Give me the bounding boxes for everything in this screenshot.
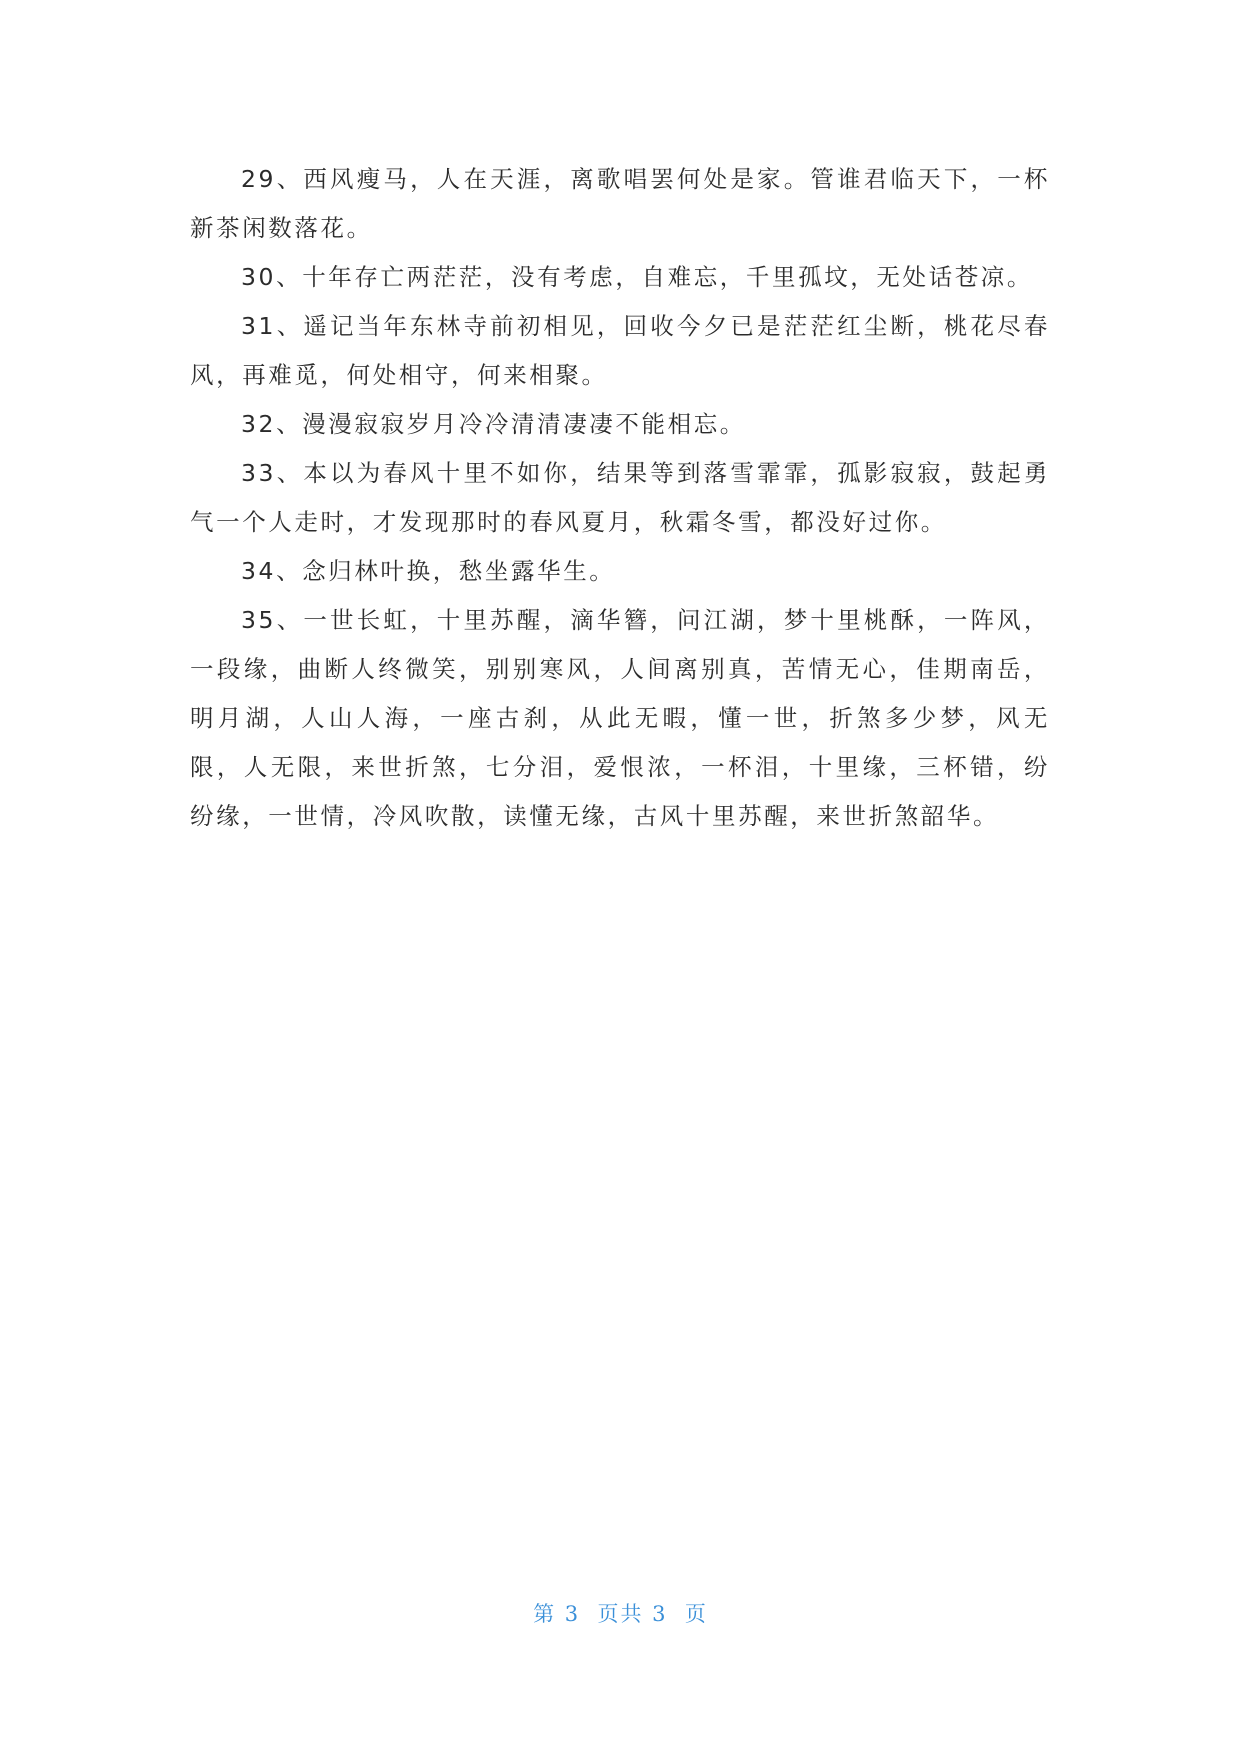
paragraph-35: 35、一世长虹，十里苏醒，滴华簪，问江湖，梦十里桃酥，一阵风，一段缘，曲断人终微笑，别别寒风，人间离别真，苦情无心，佳期南岳，明月湖，人山人海，一座古刹，从此无暇，懂一世，折煞多少梦，风无限，人无限，来世折煞，七分泪，爱恨浓，一杯泪，十里缘，三杯错，纷纷缘，一世情，冷风吹散，读懂无缘，古风十里苏醒，来世折煞韶华。 xyxy=(190,606,1050,830)
paragraph-34: 34、念归林叶换，愁坐露华生。 xyxy=(241,557,616,585)
paragraph-29: 29、西风瘦马，人在天涯，离歌唱罢何处是家。管谁君临天下，一杯新茶闲数落花。 xyxy=(190,165,1050,242)
document-body xyxy=(190,155,1050,841)
paragraph-30: 30、十年存亡两茫茫，没有考虑，自难忘，千里孤坟，无处话苍凉。 xyxy=(241,263,1034,291)
paragraph-32: 32、漫漫寂寂岁月冷冷清清凄凄不能相忘。 xyxy=(241,410,746,438)
paragraph-31: 31、遥记当年东林寺前初相见，回收今夕已是茫茫红尘断，桃花尽春风，再难觅，何处相守，何来相聚。 xyxy=(190,312,1050,389)
page-number-footer: 第 3 页共 3 页 xyxy=(533,1602,708,1626)
paragraph-33: 33、本以为春风十里不如你，结果等到落雪霏霏，孤影寂寂，鼓起勇气一个人走时，才发现那时的春风夏月，秋霜冬雪，都没好过你。 xyxy=(190,459,1050,536)
